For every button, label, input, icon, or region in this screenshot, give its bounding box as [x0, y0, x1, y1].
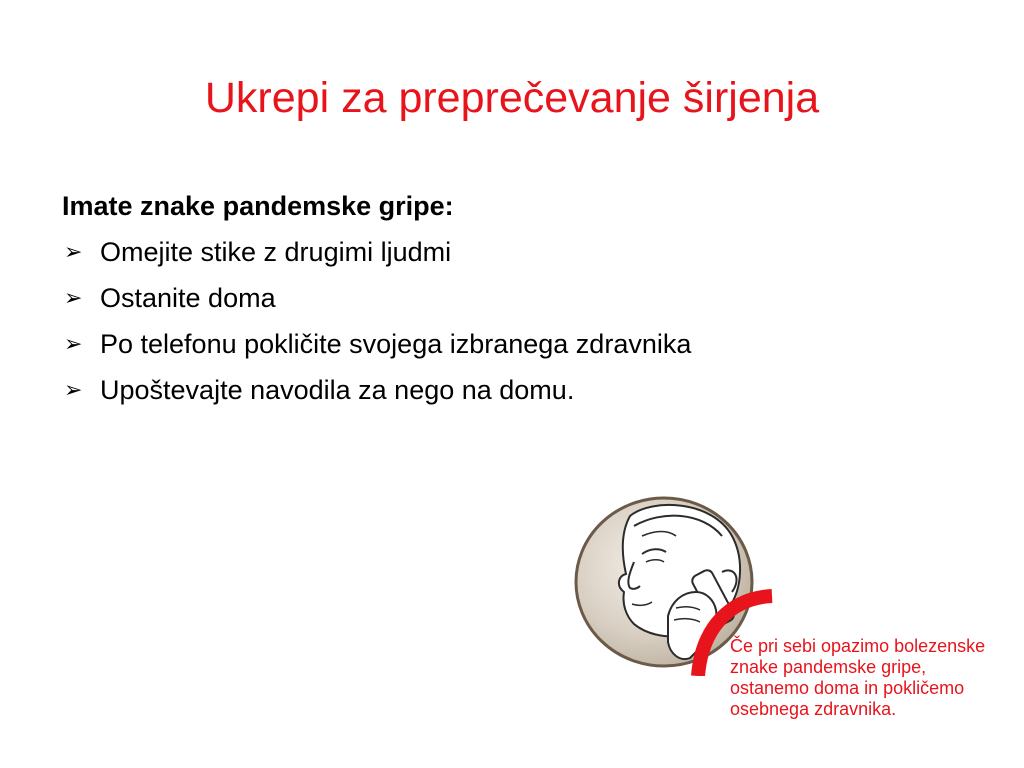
bullet-item	[62, 282, 762, 314]
arrow-bullet-icon: ➢	[64, 285, 83, 310]
bullet-text: Po telefonu pokličite svojega izbranega zdravnika	[100, 329, 692, 359]
content-heading: Imate znake pandemske gripe:	[62, 191, 454, 221]
bullet-text: Ostanite doma	[100, 283, 276, 313]
arrow-bullet-icon: ➢	[64, 377, 83, 402]
bullet-item	[62, 236, 762, 268]
bullet-item	[62, 328, 762, 360]
caption-line: osebnega zdravnika.	[730, 699, 897, 719]
illustration-caption	[730, 636, 1020, 720]
bullet-list	[62, 236, 762, 406]
bullet-text: Upoštevajte navodila za nego na domu.	[100, 375, 575, 405]
bullet-text: Omejite stike z drugimi ljudmi	[100, 237, 452, 267]
arrow-bullet-icon: ➢	[64, 239, 83, 264]
caption-line: Če pri sebi opazimo bolezenske	[730, 636, 986, 656]
arrow-bullet-icon: ➢	[64, 331, 83, 356]
caption-line: znake pandemske gripe,	[730, 657, 927, 677]
caption-line: ostanemo doma in pokličemo	[730, 678, 965, 698]
bullet-item	[62, 374, 762, 406]
slide-content	[62, 190, 762, 420]
slide-title: Ukrepi za preprečevanje širjenja	[204, 74, 820, 122]
